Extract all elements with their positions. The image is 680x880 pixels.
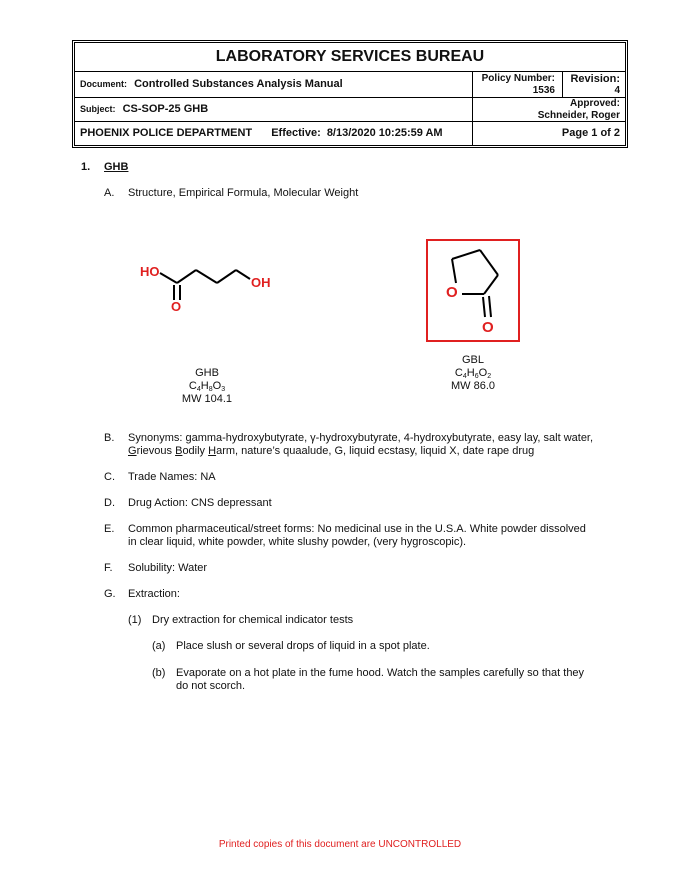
sub-a-text: Place slush or several drops of liquid in a spot plate. xyxy=(176,640,430,652)
item-f-text: Solubility: Water xyxy=(128,562,208,574)
revision: Revision: 4 xyxy=(562,72,625,97)
effective-date: 8/13/2020 10:25:59 AM xyxy=(326,127,443,139)
sub-b-line2: do not scorch. xyxy=(176,680,246,692)
item-g-text: Extraction: xyxy=(128,588,180,600)
policy-number: Policy Number: 1536 xyxy=(472,72,562,97)
gbl-bonds xyxy=(452,250,498,317)
approved: Approved: Schneider, Roger xyxy=(472,98,625,121)
page-number: Page 1 of 2 xyxy=(472,122,625,146)
ghb-mw: MW 104.1 xyxy=(181,393,233,405)
item-b-line2: Grievous Bodily Harm, nature’s quaalude, G, liquid ecstasy, liquid X, date rape drug xyxy=(128,445,535,457)
ghb-atom-ho: HO xyxy=(140,264,160,279)
sub-b-line1: Evaporate on a hot plate in the fume hood. Watch the samples carefully so that they xyxy=(176,667,585,679)
item-a-text: Structure, Empirical Formula, Molecular Weight xyxy=(128,187,359,199)
ghb-atom-oh: OH xyxy=(251,275,271,290)
ghb-bonds xyxy=(160,270,250,300)
item-e-line1: Common pharmaceutical/street forms: No medicinal use in the U.S.A. White powder dissolved xyxy=(128,523,586,535)
gbl-mw: MW 86.0 xyxy=(450,380,495,392)
document-title: Controlled Substances Analysis Manual xyxy=(134,78,343,90)
item-b-line1: Synonyms: gamma-hydroxybutyrate, γ-hydroxybutyrate, 4-hydroxybutyrate, easy lay, salt water, xyxy=(128,432,594,444)
header-row-subject: Subject: CS-SOP-25 GHB Approved: Schneider, Roger xyxy=(75,98,625,122)
ghb-structure xyxy=(130,255,290,325)
item-e-line2: in clear liquid, white powder, white slushy powder, (very hygroscopic). xyxy=(128,536,467,548)
ghb-name: GHB xyxy=(195,367,219,379)
department: PHOENIX POLICE DEPARTMENT xyxy=(80,127,253,139)
subject-value: CS-SOP-25 GHB xyxy=(122,103,209,115)
section-number: 1. xyxy=(81,161,91,173)
sub-1-text: Dry extraction for chemical indicator tests xyxy=(152,614,354,626)
gbl-name: GBL xyxy=(461,354,484,366)
item-d-text: Drug Action: CNS depressant xyxy=(128,497,272,509)
gbl-structure xyxy=(426,239,520,342)
header-row-department: PHOENIX POLICE DEPARTMENT Effective: 8/13/2020 10:25:59 AM Page 1 of 2 xyxy=(75,122,625,146)
gbl-atom-carbonyl-o: O xyxy=(482,319,494,336)
gbl-caption xyxy=(423,354,523,393)
document-header xyxy=(72,40,628,148)
gbl-atom-ring-o: O xyxy=(446,284,458,301)
header-row-document: Document: Controlled Substances Analysis Manual Policy Number: 1536 Revision: 4 xyxy=(75,72,625,98)
item-c-text: Trade Names: NA xyxy=(128,471,216,483)
uncontrolled-notice: Printed copies of this document are UNCONTROLLED xyxy=(218,839,462,850)
section-title: GHB xyxy=(104,161,129,173)
ghb-caption xyxy=(157,367,257,406)
header-title: LABORATORY SERVICES BUREAU xyxy=(75,43,625,72)
ghb-formula: $C_4H_8O_3$ xyxy=(188,380,226,393)
ghb-atom-o: O xyxy=(171,299,182,314)
gbl-highlight-box xyxy=(427,240,519,341)
gbl-formula: $C_4H_6O_2$ xyxy=(454,367,492,380)
